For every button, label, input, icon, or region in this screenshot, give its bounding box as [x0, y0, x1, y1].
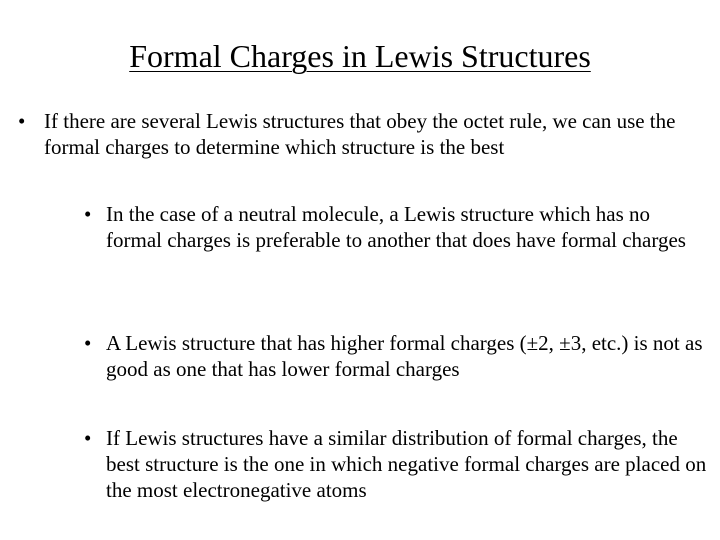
bullet-marker: •	[84, 331, 92, 355]
main-bullet-text: If there are several Lewis structures that obey the octet rule, we can use the formal charges to determine which structure is the best	[44, 109, 676, 159]
sub-bullet-2	[84, 330, 710, 382]
sub-bullet-1	[84, 201, 710, 253]
bullet-marker: •	[84, 202, 92, 226]
bullet-marker: •	[18, 109, 26, 133]
sub-bullet-text: In the case of a neutral molecule, a Lewis structure which has no formal charges is preferable to another that does have formal charges	[106, 202, 686, 252]
bullet-marker: •	[84, 426, 92, 450]
sub-bullet-text: A Lewis structure that has higher formal charges (±2, ±3, etc.) is not as good as one that has lower formal charges	[106, 331, 703, 381]
sub-bullet-text: If Lewis structures have a similar distribution of formal charges, the best structure is the one in which negative formal charges are placed on the most electronegative atoms	[106, 426, 707, 502]
sub-bullet-3	[84, 425, 710, 503]
main-bullet	[18, 108, 708, 160]
slide-title: Formal Charges in Lewis Structures	[129, 38, 591, 74]
